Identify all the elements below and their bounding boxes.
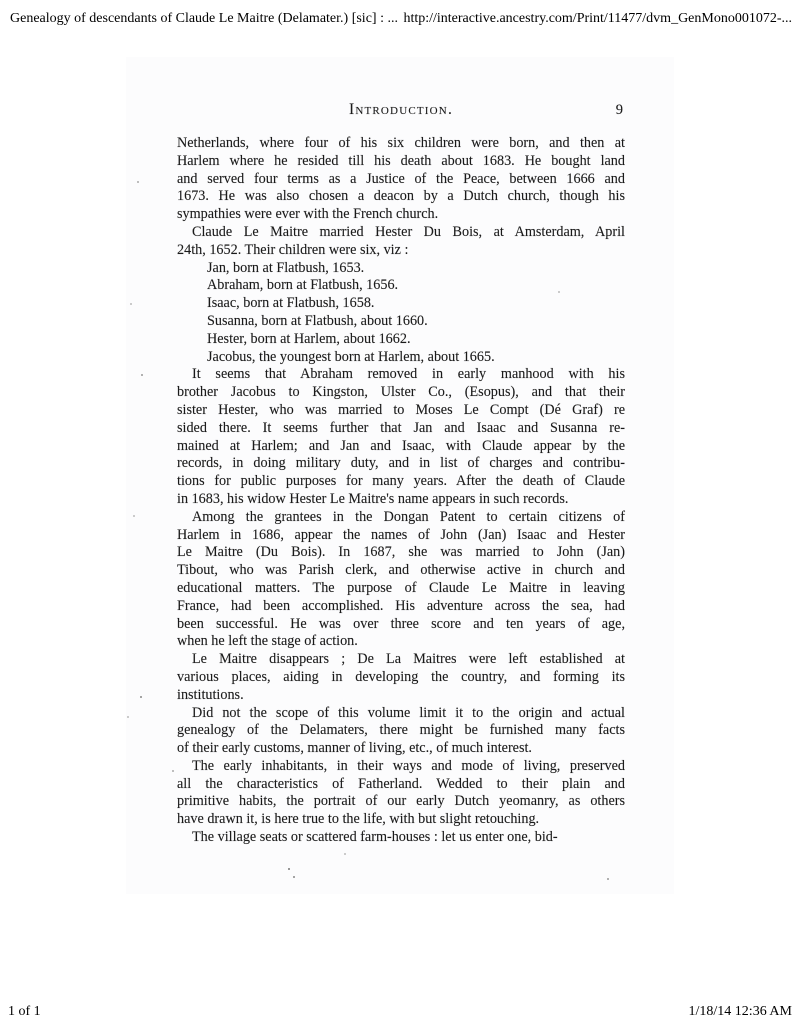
body-text-line: institutions. [177, 686, 244, 703]
page-heading-row [177, 101, 625, 119]
scan-speck [130, 303, 132, 305]
body-text-line: various places, aiding in developing the country, and forming its [177, 668, 625, 685]
body-text-line: Tibout, who was Parish clerk, and otherwise active in church and [177, 562, 625, 579]
body-text-line: in 1683, his widow Hester Le Maitre's name appears in such records. [177, 490, 569, 507]
body-text-line: Harlem in 1686, appear the names of John (Jan) Isaac and Hester [177, 526, 625, 543]
body-text-line: when he left the stage of action. [177, 633, 358, 650]
child-list-item: Hester, born at Harlem, about 1662. [207, 330, 411, 347]
body-text-line: It seems that Abraham removed in early manhood with his [192, 366, 625, 383]
book-page-number: 9 [615, 102, 623, 118]
body-text-line: all the characteristics of Fatherland. Wedded to their plain and [177, 775, 625, 792]
body-text-line: Among the grantees in the Dongan Patent to certain citizens of [192, 508, 625, 525]
body-text-line: sympathies were ever with the French church. [177, 206, 439, 223]
body-text-line: Le Maitre disappears ; De La Maitres were left established at [192, 651, 625, 668]
body-text-line: Claude Le Maitre married Hester Du Bois, at Amsterdam, April [192, 223, 625, 240]
scan-speck [558, 291, 560, 293]
body-text-line: records, in doing military duty, and in list of charges and contribu- [177, 455, 625, 472]
chapter-heading: Introduction. [348, 101, 454, 118]
scan-speck [137, 181, 139, 183]
scan-speck [293, 876, 295, 878]
page-count: 1 of 1 [8, 1004, 41, 1019]
scan-speck [172, 770, 174, 772]
body-text-line: France, had been accomplished. His adventure across the sea, had [177, 597, 625, 614]
print-footer [8, 1004, 792, 1020]
child-list-item: Isaac, born at Flatbush, 1658. [207, 295, 375, 312]
scan-speck [133, 515, 135, 517]
body-text-line: 24th, 1652. Their children were six, viz : [177, 241, 409, 258]
body-text-line: have drawn it, is here true to the life, with but slight retouching. [177, 811, 540, 828]
document-title: Genealogy of descendants of Claude Le Maitre (Delamater.) [sic] : ... [10, 11, 398, 26]
body-text-line: of their early customs, manner of living, etc., of much interest. [177, 740, 532, 757]
body-text-line: sided there. It seems further that Jan and Isaac and Susanna re- [177, 419, 625, 436]
body-text-line: The early inhabitants, in their ways and mode of living, preserved [192, 757, 625, 774]
body-text-line: Harlem where he resided till his death about 1683. He bought land [177, 152, 625, 169]
body-text-line: primitive habits, the portrait of our early Dutch yeomanry, as others [177, 793, 625, 810]
scan-speck [127, 716, 129, 718]
body-text-line: tions for public purposes for many years. After the death of Claude [177, 473, 625, 490]
body-text-line: brother Jacobus to Kingston, Ulster Co., (Esopus), and that their [177, 384, 625, 401]
scan-speck [288, 868, 290, 870]
body-text-line: Did not the scope of this volume limit it to the origin and actual [192, 704, 625, 721]
body-text-line: Le Maitre (Du Bois). In 1687, she was married to John (Jan) [177, 544, 625, 561]
body-text-line: genealogy of the Delamaters, there might be furnished many facts [177, 722, 625, 739]
scan-speck [141, 374, 143, 376]
body-text-line: educational matters. The purpose of Claude Le Maitre in leaving [177, 579, 625, 596]
body-text-line: and served four terms as a Justice of the Peace, between 1666 and [177, 170, 625, 187]
source-url: http://interactive.ancestry.com/Print/11477/dvm_GenMono001072-... [403, 11, 792, 26]
body-text-line: sister Hester, who was married to Moses Le Compt (Dé Graf) re [177, 401, 625, 418]
body-text-line: The village seats or scattered farm-houses : let us enter one, bid- [192, 829, 558, 846]
body-text-line: mained at Harlem; and Jan and Isaac, with Claude appear by the [177, 437, 625, 454]
child-list-item: Susanna, born at Flatbush, about 1660. [207, 312, 428, 329]
child-list-item: Jacobus, the youngest born at Harlem, about 1665. [207, 348, 495, 365]
body-text-line: 1673. He was also chosen a deacon by a Dutch church, though his [177, 188, 625, 205]
child-list-item: Abraham, born at Flatbush, 1656. [207, 277, 399, 294]
body-text-line: Netherlands, where four of his six children were born, and then at [177, 135, 625, 151]
print-header [10, 11, 792, 27]
scan-speck [607, 878, 609, 880]
scan-speck [140, 696, 142, 698]
body-text-line: been successful. He was over three score and ten years of age, [177, 615, 625, 632]
page-text-column [177, 101, 625, 847]
print-timestamp: 1/18/14 12:36 AM [688, 1004, 792, 1019]
scanned-book-page [126, 57, 674, 894]
child-list-item: Jan, born at Flatbush, 1653. [207, 259, 365, 276]
scan-body [177, 135, 625, 847]
scan-speck [344, 853, 346, 855]
